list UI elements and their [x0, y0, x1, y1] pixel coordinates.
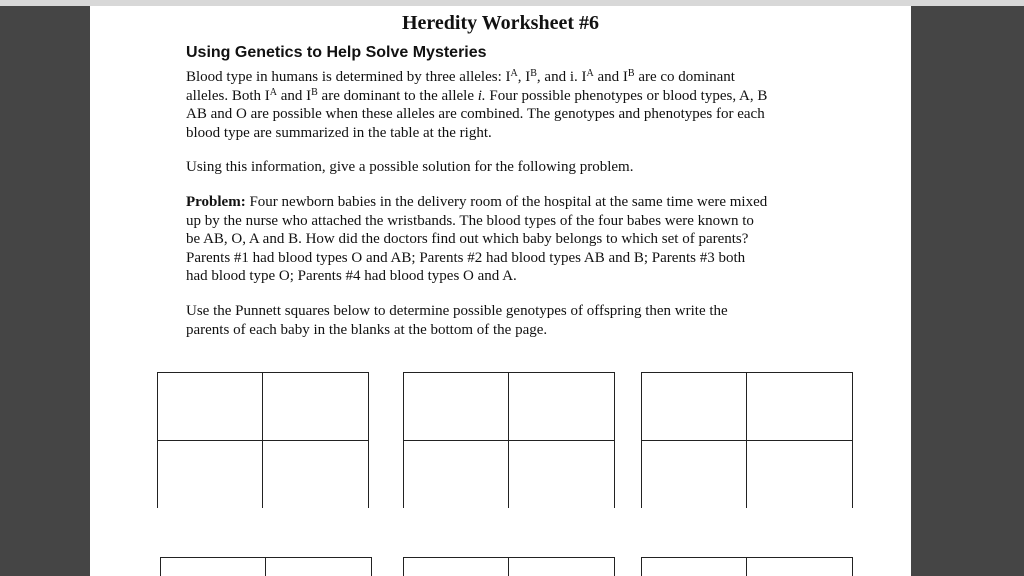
punnett-square-4: [160, 557, 372, 576]
problem-line-4: Parents #1 had blood types O and AB; Parents #2 had blood types AB and B; Parents #3 both: [186, 249, 746, 266]
page-title: Heredity Worksheet #6: [401, 12, 600, 34]
punnett-square-5: [403, 557, 615, 576]
intro-line-1: Blood type in humans is determined by three alleles: $I^A$, $I^B$, and i. $I^A$ and $I^B$ are co dominant: [186, 68, 735, 85]
punnett-instruction-line-1: Use the Punnett squares below to determine possible genotypes of offspring then write the: [186, 303, 728, 319]
problem-line-2: up by the nurse who attached the wristbands. The blood types of the four babes were known to: [186, 212, 754, 229]
problem-line-3: be AB, O, A and B. How did the doctors find out which baby belongs to which set of parents?: [186, 231, 749, 248]
punnett-square-2: [403, 372, 615, 508]
problem-line-5: had blood type O; Parents #4 had blood types O and A.: [186, 268, 517, 285]
punnett-instruction-paragraph: [186, 302, 826, 339]
intro-line-3: AB and O are possible when these alleles are combined. The genotypes and phenotypes for each: [186, 106, 765, 123]
problem-line-1: Problem: Four newborn babies in the delivery room of the hospital at the same time were mixed: [186, 194, 768, 210]
intro-paragraph: [186, 68, 826, 142]
intro-line-2: alleles. Both $I^A$ and $I^B$ are dominant to the allele i. Four possible phenotypes or blood types, A, B: [186, 86, 768, 104]
instruction-paragraph: Using this information, give a possible solution for the following problem.: [186, 159, 634, 175]
problem-paragraph: [186, 193, 826, 286]
worksheet-page: [90, 6, 911, 576]
punnett-square-6: [641, 557, 853, 576]
intro-line-4: blood type are summarized in the table at the right.: [186, 124, 492, 141]
punnett-instruction-line-2: parents of each baby in the blanks at the bottom of the page.: [186, 321, 548, 338]
problem-label: Problem:: [186, 194, 246, 210]
punnett-square-3: [641, 372, 853, 508]
section-subtitle: Using Genetics to Help Solve Mysteries: [186, 44, 487, 61]
punnett-square-1: [157, 372, 369, 508]
